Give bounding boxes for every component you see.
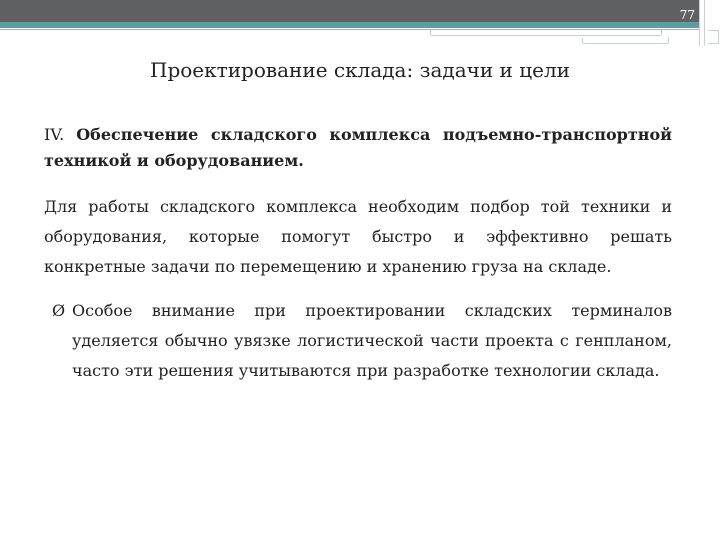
decorative-tab <box>582 38 669 44</box>
slide-content <box>44 122 672 386</box>
header-bar <box>0 0 700 22</box>
body-paragraph: Для работы складского комплекса необходим подбор той техники и оборудования, которые помогут быстро и эффективно решать конкретные задачи по перемещению и хранению груза на складе. <box>44 197 672 276</box>
decorative-rule <box>699 0 700 46</box>
section-heading-text: Обеспечение складского комплекса подъемно-транспортной техникой и оборудованием. <box>44 125 673 170</box>
decorative-rule <box>704 0 705 46</box>
section-heading <box>44 122 672 174</box>
bullet-item <box>44 296 672 386</box>
bullet-text: Особое внимание при проектировании складских терминалов уделяется обычно увязке логистической части проекта с генпланом, часто эти решения учитываются при разработке технологии склада. <box>72 301 672 380</box>
section-number: IV. <box>44 125 65 144</box>
decorative-tab <box>430 30 662 36</box>
arrow-bullet-icon: Ø <box>52 301 66 320</box>
page-number: 77 <box>679 8 695 22</box>
header-accent-line <box>0 22 700 28</box>
slide-title: Проектирование склада: задачи и цели <box>150 58 570 82</box>
decorative-tab <box>708 30 719 44</box>
